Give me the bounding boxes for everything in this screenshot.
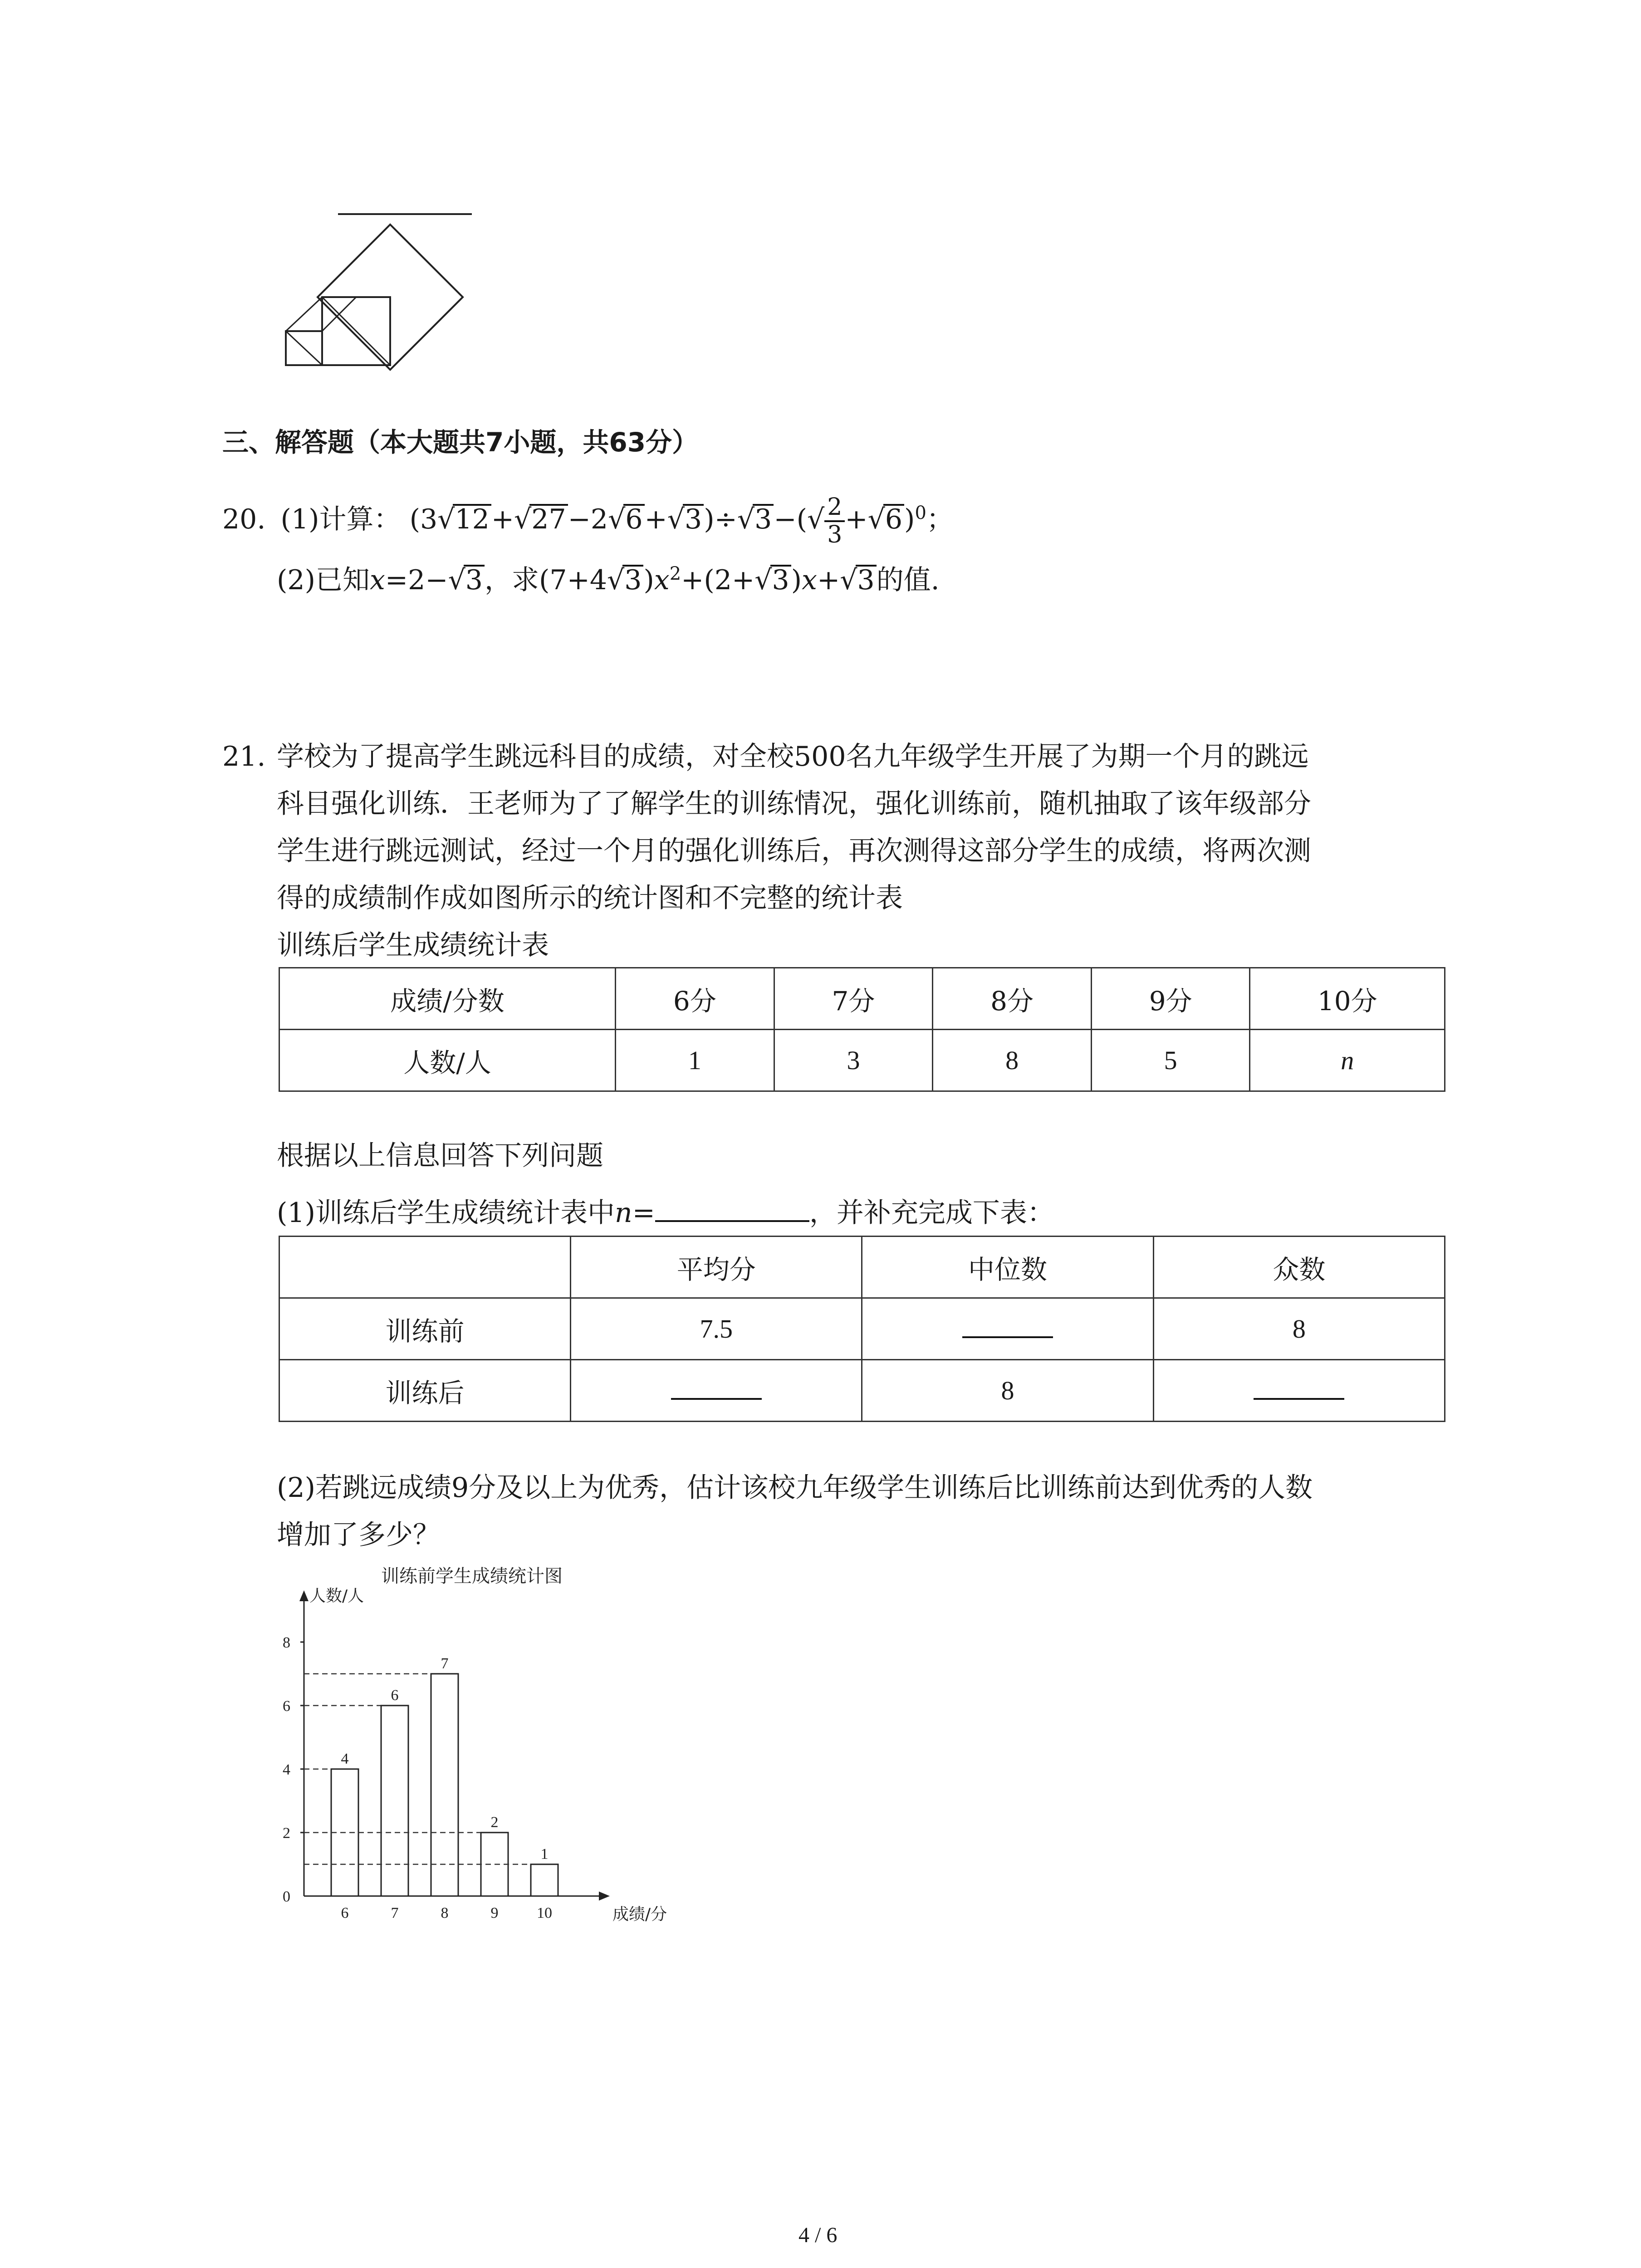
q20-expression-1: (3√12+√27−2√6+√3)÷√3−(√ $\frac{2}{3}$ +√6)$^0$； [409, 494, 954, 549]
statistics-table [279, 1236, 1445, 1422]
table1-cell: 5 [1091, 1030, 1250, 1091]
table2-blank-cell[interactable] [862, 1298, 1153, 1360]
table1-header-cell: 9分 [1091, 968, 1250, 1030]
q21-part1 [277, 1195, 1054, 1227]
table2-header-cell: 中位数 [862, 1237, 1153, 1298]
bar-value-label: 1 [540, 1846, 549, 1862]
q21-part1-suffix: ，并补充完成下表： [809, 1197, 1054, 1229]
q21-number: 21. [222, 741, 266, 772]
nested-squares-figure [272, 200, 481, 372]
table1-header-cell: 8分 [933, 968, 1092, 1030]
y-tick-label: 6 [283, 1698, 290, 1715]
table1-data-row [279, 1030, 1445, 1091]
q21-line-1: 学校为了提高学生跳远科目的成绩，对全校500名九年级学生开展了为期一个月的跳远 [277, 741, 1309, 772]
bar-value-label: 7 [441, 1655, 449, 1672]
y-axis-arrow [299, 1590, 309, 1601]
chart-title: 训练前学生成绩统计图 [381, 1566, 563, 1587]
x-axis-label: 成绩/分 [612, 1905, 667, 1924]
q20-part2 [277, 565, 940, 594]
q20-condition: x=2−√3 [370, 564, 485, 596]
table1-caption: 训练后学生成绩统计表 [277, 929, 549, 961]
q20-part1-prefix: (1)计算： [280, 503, 401, 535]
table1-header-cell: 成绩/分数 [279, 968, 616, 1030]
table1-cell: 8 [933, 1030, 1092, 1091]
q21-part1-prefix: (1)训练后学生成绩统计表中 [277, 1197, 615, 1229]
q20-expression-2: $(7+4√3)x^2+(2+√3)x+√3$ [539, 564, 877, 596]
table1-cell: 3 [774, 1030, 933, 1091]
table2-header-row [279, 1237, 1445, 1298]
q21-prompt: 根据以上信息回答下列问题 [277, 1140, 603, 1172]
table2-cell: 7.5 [571, 1298, 862, 1360]
q20-part2-suffix: 的值. [876, 564, 940, 596]
table2-row-before [279, 1298, 1445, 1360]
table1-header-cell: 7分 [774, 968, 933, 1030]
page-number: 4 / 6 [798, 2223, 838, 2247]
q20-part2-prefix: (2)已知 [277, 564, 370, 596]
bar [431, 1674, 458, 1896]
table2-cell: 8 [862, 1360, 1153, 1422]
q21-line-2: 科目强化训练．王老师为了了解学生的训练情况，强化训练前，随机抽取了该年级部分 [277, 788, 1311, 820]
table1-header-cell: 10分 [1250, 968, 1445, 1030]
chart-bars [304, 1655, 558, 1921]
bar [381, 1706, 408, 1896]
q20-part1 [222, 494, 954, 548]
y-tick-label: 8 [283, 1634, 290, 1651]
q20-number: 20. [222, 503, 266, 535]
bar-chart [254, 1560, 708, 1932]
training-after-table [279, 967, 1445, 1092]
table2-row-after [279, 1360, 1445, 1422]
q21-line-3: 学生进行跳远测试，经过一个月的强化训练后，再次测得这部分学生的成绩，将两次测 [277, 835, 1311, 867]
table2-blank-cell[interactable] [1153, 1360, 1445, 1422]
table2-cell: 8 [1153, 1298, 1445, 1360]
y-tick-label: 4 [283, 1761, 290, 1778]
q21-line-4: 得的成绩制作成如图所示的统计图和不完整的统计表 [277, 882, 903, 914]
table2-cell: 训练后 [279, 1360, 571, 1422]
table2-cell: 训练前 [279, 1298, 571, 1360]
answer-blank-mode-after[interactable] [1254, 1380, 1344, 1400]
x-tick-label: 6 [341, 1905, 349, 1921]
q21-part2-line-2: 增加了多少？ [277, 1519, 440, 1551]
bar-value-label: 6 [391, 1687, 399, 1704]
table1-cell: 人数/人 [279, 1030, 616, 1091]
y-tick-label: 2 [283, 1825, 290, 1842]
answer-blank-n[interactable] [655, 1195, 809, 1222]
section-title: 三、解答题（本大题共7小题，共63分） [222, 427, 699, 458]
x-tick-label: 9 [490, 1905, 499, 1921]
x-tick-label: 7 [391, 1905, 399, 1921]
table1-cell: n [1250, 1030, 1445, 1091]
answer-blank-median-before[interactable] [962, 1318, 1053, 1338]
x-tick-label: 8 [441, 1905, 449, 1921]
table2-blank-cell[interactable] [571, 1360, 862, 1422]
answer-blank-mean-after[interactable] [671, 1380, 762, 1400]
bar [531, 1864, 558, 1896]
y-tick-label: 0 [283, 1888, 290, 1905]
q21-part1-var: n= [615, 1197, 655, 1229]
bar-value-label: 2 [490, 1814, 499, 1831]
q21-part2-line-1: (2)若跳远成绩9分及以上为优秀，估计该校九年级学生训练后比训练前达到优秀的人数 [277, 1472, 1313, 1504]
table2-header-cell: 众数 [1153, 1237, 1445, 1298]
table2-header-cell [279, 1237, 571, 1298]
y-axis-label: 人数/人 [309, 1587, 364, 1605]
x-tick-label: 10 [537, 1905, 552, 1921]
bar-value-label: 4 [341, 1750, 349, 1767]
table1-header-row [279, 968, 1445, 1030]
table1-header-cell: 6分 [616, 968, 774, 1030]
q20-part2-mid: ，求 [484, 564, 539, 596]
x-axis-arrow [599, 1892, 610, 1901]
table2-header-cell: 平均分 [571, 1237, 862, 1298]
table1-cell: 1 [616, 1030, 774, 1091]
